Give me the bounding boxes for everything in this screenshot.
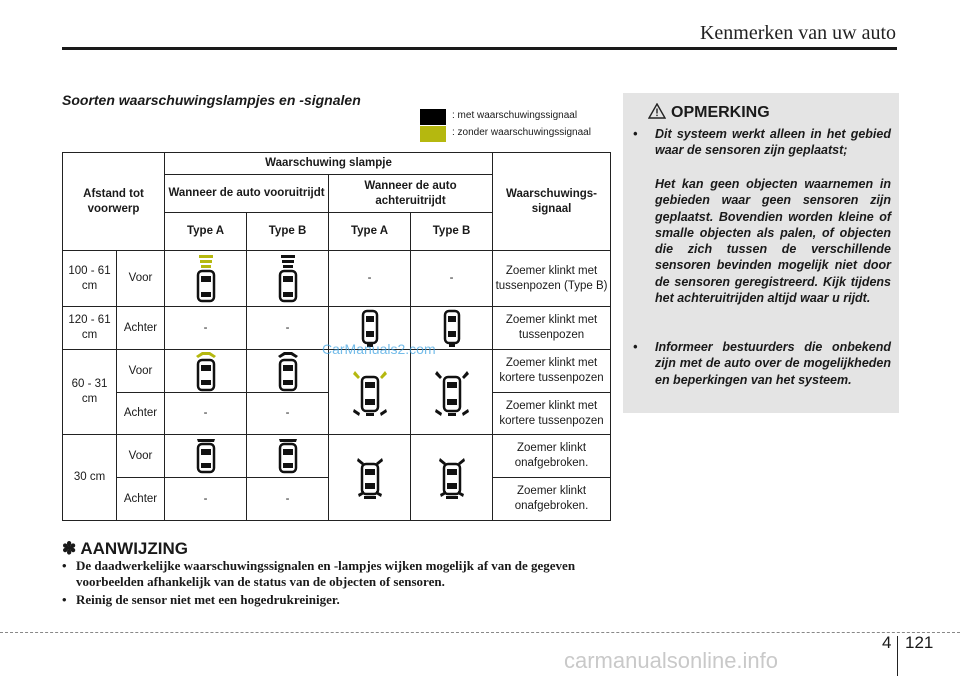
row3-signal-front: Zoemer klinkt met kortere tussenpozen bbox=[493, 350, 611, 393]
legend-black-label: : met waarschuwingssignaal bbox=[452, 110, 578, 121]
aanwijzing-item bbox=[62, 558, 614, 591]
note-box bbox=[623, 93, 899, 413]
note-item bbox=[633, 126, 891, 159]
note-item-text: Het kan geen objecten waarnemen in gebieden waar geen sensoren zijn geplaatst. Bovendien worden kleine of smalle objecten als palen, of objecten die zich tussen de verschillende sensoren bevinden mogelijk niet door de sensoren geregistreerd. Kijk tijdens het achteruitrijden altijd waar u rijdt. bbox=[655, 177, 891, 305]
page-number: 121 bbox=[905, 633, 934, 652]
car-front-far-black-icon bbox=[276, 255, 300, 303]
bullet: • bbox=[633, 340, 638, 354]
row1-reverse-type-a: - bbox=[329, 251, 411, 307]
section-title: Soorten waarschuwingslampjes en -signalen bbox=[62, 92, 361, 108]
row3b-forward-type-a: - bbox=[165, 393, 247, 435]
bullet: • bbox=[62, 558, 67, 573]
row4-forward-type-b bbox=[247, 435, 329, 478]
row2-forward-type-a: - bbox=[165, 307, 247, 350]
chapter-number: 4 bbox=[882, 633, 892, 652]
watermark-bottom: carmanualsonline.info bbox=[564, 648, 779, 673]
row3-direction-front: Voor bbox=[117, 350, 165, 393]
header-type-b-reverse: Type B bbox=[411, 213, 493, 251]
row3-distance: 60 - 31 cm bbox=[63, 350, 117, 435]
row3-reverse-type-b bbox=[411, 350, 493, 435]
car-front-near-icon bbox=[194, 438, 218, 474]
header-warning-light: Waarschuwing slampje bbox=[165, 153, 493, 175]
row2-signal: Zoemer klinkt met tussenpozen bbox=[493, 307, 611, 350]
row4-signal-front: Zoemer klinkt onafgebroken. bbox=[493, 435, 611, 478]
car-front-mid-black-icon bbox=[274, 350, 302, 392]
car-rear-near-icon bbox=[355, 456, 385, 500]
header-distance: Afstand tot voorwerp bbox=[63, 153, 165, 251]
note-item-text: Dit systeem werkt alleen in het gebied waar de sensoren zijn geplaatst; bbox=[655, 127, 891, 158]
row1-direction: Voor bbox=[117, 251, 165, 307]
row3-forward-type-b bbox=[247, 350, 329, 393]
row4b-forward-type-b: - bbox=[247, 478, 329, 521]
aanwijzing-item-text: Reinig de sensor niet met een hogedrukreiniger. bbox=[76, 592, 340, 607]
footer-rule bbox=[0, 632, 960, 633]
header-type-a-forward: Type A bbox=[165, 213, 247, 251]
note-item bbox=[633, 339, 891, 388]
note-item bbox=[633, 176, 891, 306]
legend-black-swatch bbox=[420, 109, 446, 125]
row1-reverse-type-b: - bbox=[411, 251, 493, 307]
row4-distance: 30 cm bbox=[63, 435, 117, 521]
page-divider bbox=[897, 636, 898, 676]
car-rear-mid-yellow-icon bbox=[350, 367, 390, 417]
row4-forward-type-a bbox=[165, 435, 247, 478]
car-front-mid-yellow-icon bbox=[192, 350, 220, 392]
row1-forward-type-a bbox=[165, 251, 247, 307]
car-rear-far-icon bbox=[442, 309, 462, 347]
header-signal: Waarschuwings- signaal bbox=[493, 153, 611, 251]
car-front-near-icon bbox=[276, 438, 300, 474]
row1-signal: Zoemer klinkt met tussenpozen (Type B) bbox=[493, 251, 611, 307]
row2-direction: Achter bbox=[117, 307, 165, 350]
aanwijzing-item-text: De daadwerkelijke waarschuwingssignalen en -lampjes wijken mogelijk af van de gegeven voorbeelden afhankelijk van de status van de objecten of sensoren. bbox=[76, 558, 576, 590]
header-title: Kenmerken van uw auto bbox=[699, 22, 896, 44]
row1-distance: 100 - 61 cm bbox=[63, 251, 117, 307]
row2-forward-type-b: - bbox=[247, 307, 329, 350]
header-forward: Wanneer de auto vooruitrijdt bbox=[165, 175, 329, 213]
legend-yellow-swatch bbox=[420, 126, 446, 142]
legend-yellow-label: : zonder waarschuwingssignaal bbox=[452, 127, 591, 138]
watermark-center: CarManuals2.com bbox=[322, 341, 436, 357]
row2-distance: 120 - 61 cm bbox=[63, 307, 117, 350]
header-type-b-forward: Type B bbox=[247, 213, 329, 251]
car-front-far-yellow-icon bbox=[194, 255, 218, 303]
bullet: • bbox=[62, 592, 67, 607]
row3-forward-type-a bbox=[165, 350, 247, 393]
row4b-forward-type-a: - bbox=[165, 478, 247, 521]
car-rear-mid-black-icon bbox=[432, 367, 472, 417]
row4-signal-rear: Zoemer klinkt onafgebroken. bbox=[493, 478, 611, 521]
bullet: • bbox=[633, 127, 638, 141]
row4-reverse-type-a bbox=[329, 435, 411, 521]
warning-table bbox=[62, 152, 611, 521]
row3-signal-rear: Zoemer klinkt met kortere tussenpozen bbox=[493, 393, 611, 435]
note-title: OPMERKING bbox=[671, 104, 770, 121]
row4-reverse-type-b bbox=[411, 435, 493, 521]
aanwijzing-item bbox=[62, 592, 614, 608]
header-reverse: Wanneer de auto achteruitrijdt bbox=[329, 175, 493, 213]
car-rear-near-icon bbox=[437, 456, 467, 500]
row3-direction-rear: Achter bbox=[117, 393, 165, 435]
row3b-forward-type-b: - bbox=[247, 393, 329, 435]
row4-direction-front: Voor bbox=[117, 435, 165, 478]
row4-direction-rear: Achter bbox=[117, 478, 165, 521]
aanwijzing-title: ✽ AANWIJZING bbox=[62, 539, 188, 558]
note-item-text: Informeer bestuurders die onbekend zijn met de auto over de mogelijkheden en beperkingen van het systeem. bbox=[655, 340, 891, 387]
header-rule bbox=[62, 47, 897, 50]
row1-forward-type-b bbox=[247, 251, 329, 307]
header-type-a-reverse: Type A bbox=[329, 213, 411, 251]
warning-triangle-icon bbox=[648, 103, 666, 119]
row3-reverse-type-a bbox=[329, 350, 411, 435]
